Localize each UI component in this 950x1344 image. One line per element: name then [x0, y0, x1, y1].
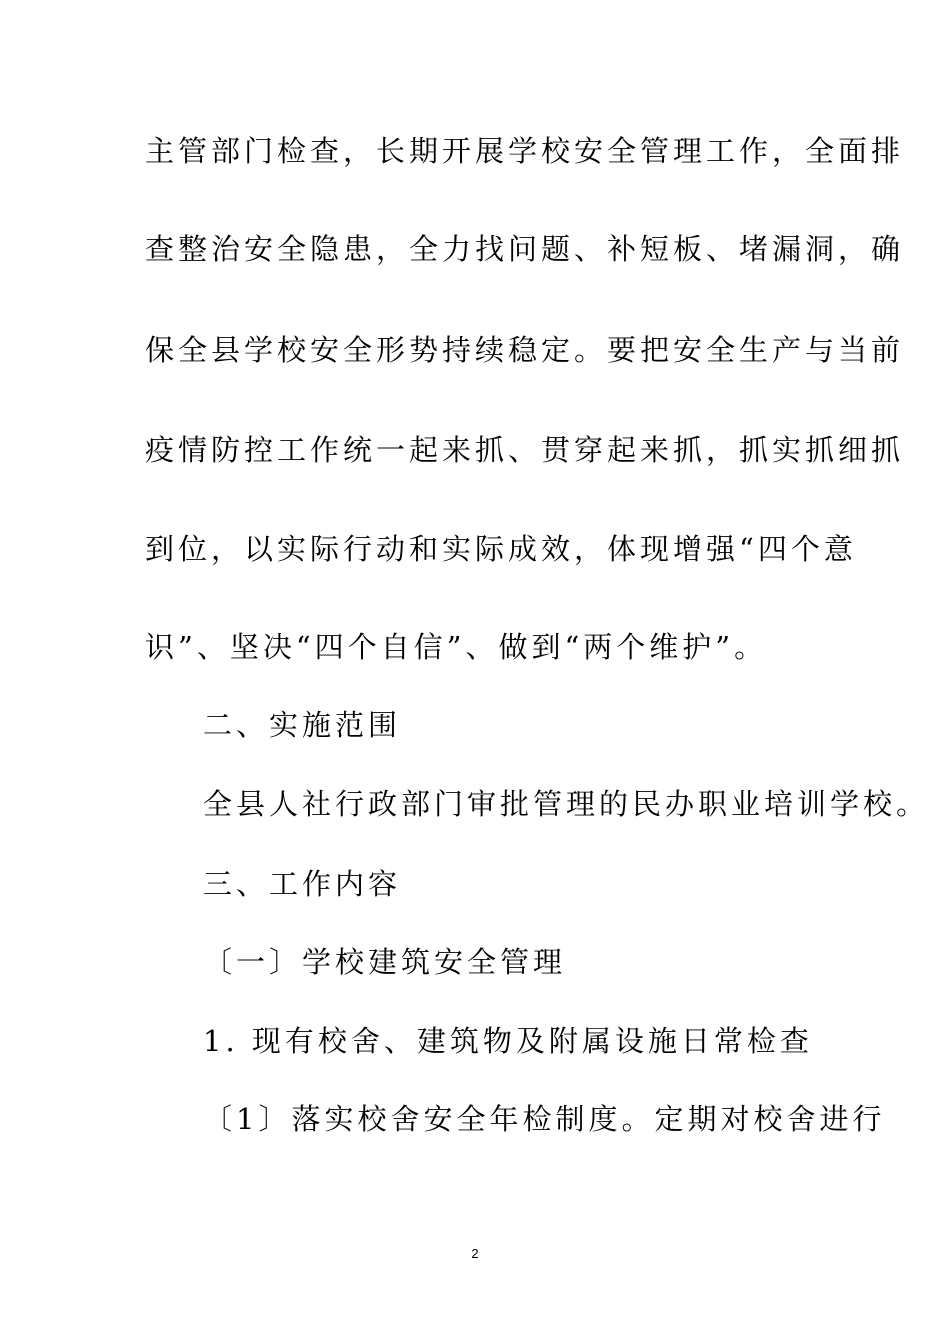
section-two-text: 全县人社行政部门审批管理的民办职业培训学校。	[203, 787, 930, 821]
paragraph-line-3: 保全县学校安全形势持续稳定。要把安全生产与当前	[145, 333, 905, 367]
section-two-heading: 二、实施范围	[203, 708, 402, 742]
paragraph-line-1: 主管部门检查，长期开展学校安全管理工作，全面排	[145, 134, 905, 168]
item-one-sub-one: 〔1〕落实校舍安全年检制度。定期对校舍进行	[203, 1102, 886, 1136]
paragraph-line-4: 疫情防控工作统一起来抓、贯穿起来抓，抓实抓细抓	[145, 433, 905, 467]
paragraph-line-2: 查整治安全隐患，全力找问题、补短板、堵漏洞，确	[145, 232, 905, 266]
subsection-one-heading: 〔一〕学校建筑安全管理	[203, 945, 567, 979]
item-one-heading: 1. 现有校舍、建筑物及附属设施日常检查	[203, 1024, 813, 1058]
page-number: 2	[471, 1246, 479, 1261]
paragraph-line-6: 识”、坚决“四个自信”、做到“两个维护”。	[145, 630, 768, 664]
section-three-heading: 三、工作内容	[203, 867, 402, 901]
paragraph-line-5: 到位，以实际行动和实际成效，体现增强“四个意	[145, 532, 857, 566]
